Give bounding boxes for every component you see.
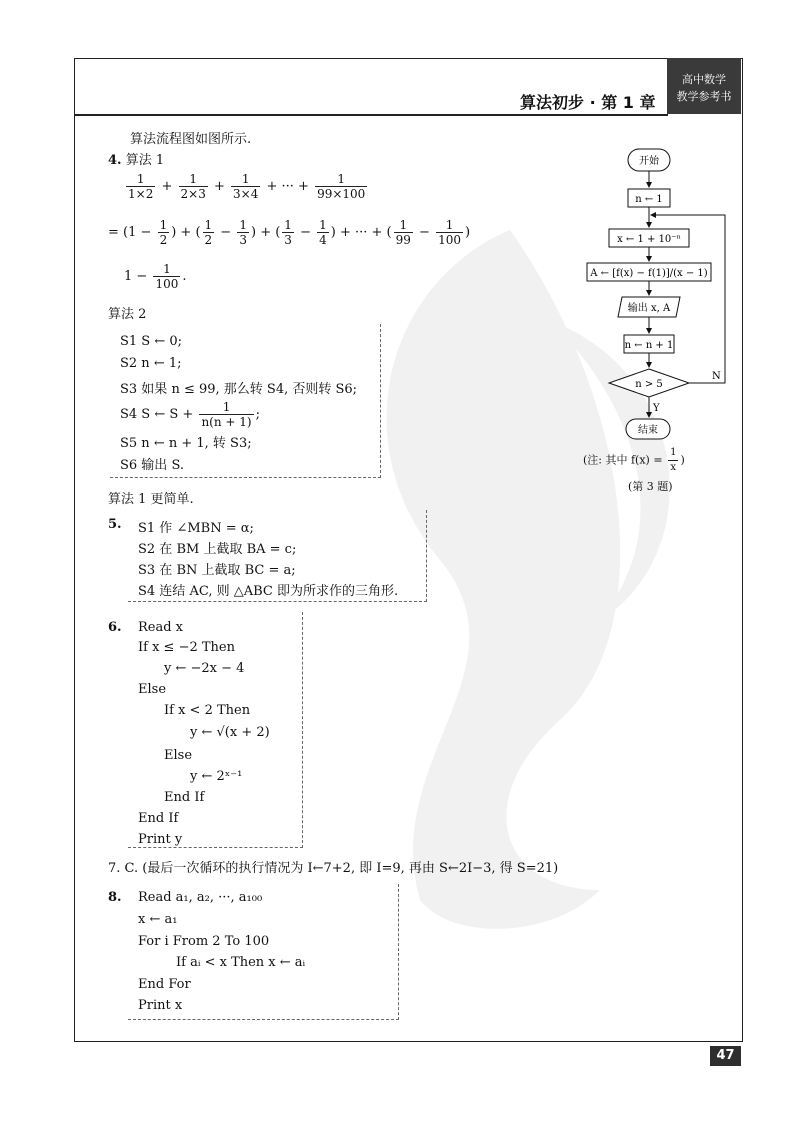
- numerator: 1: [204, 218, 213, 232]
- intro-text: 算法流程图如图所示.: [130, 132, 252, 147]
- numerator: 1: [436, 218, 463, 233]
- q5-number: 5.: [108, 517, 122, 532]
- fraction: [199, 400, 253, 429]
- denominator: 3: [284, 233, 292, 247]
- code-line: For i From 2 To 100: [138, 934, 270, 949]
- ellipsis: ···: [354, 225, 368, 240]
- fraction: [179, 172, 208, 201]
- fraction: [126, 172, 155, 201]
- step-line: S4 连结 AC, 则 △ABC 即为所求作的三角形.: [138, 584, 399, 599]
- code-box-border: [380, 324, 381, 478]
- numerator: 1: [319, 218, 327, 232]
- code-line: End For: [138, 977, 191, 992]
- flow-output-label: 输出 x, A: [627, 303, 671, 314]
- step-line: S1 S ← 0;: [120, 334, 183, 349]
- fraction: [668, 446, 678, 475]
- flow-x-label: x ← 1 + 10⁻ⁿ: [617, 234, 681, 245]
- numerator: 1: [315, 172, 367, 187]
- flow-inc-label: n ← n + 1: [624, 340, 674, 351]
- q4-result: [124, 262, 186, 291]
- q4-alg2-title: 算法 2: [108, 307, 147, 322]
- flowchart-note: [583, 446, 685, 475]
- q4-eq-line: = (1 − $\frac{1}{2}$ ) + ( $\frac{1}{2}$ − $\frac{1}{3}$ ) + ( $\frac{1}{3}$ − $\frac{1}{4}$ ) + ··· + ( $\frac{1}{99}$ − $\frac{1}{100}$ ): [108, 218, 471, 247]
- q6-number: 6.: [108, 620, 122, 635]
- code-line: End If: [164, 790, 205, 805]
- denominator: n(n + 1): [201, 415, 252, 429]
- denominator: 2×3: [180, 187, 206, 201]
- page-number: 47: [710, 1046, 741, 1066]
- code-line: Print y: [138, 832, 183, 847]
- fraction: [237, 218, 249, 247]
- denominator: 4: [319, 233, 327, 247]
- badge-line-2: 教学参考书: [676, 90, 732, 103]
- code-line: If x ≤ −2 Then: [138, 640, 235, 655]
- flowchart-caption: (第 3 题): [628, 480, 673, 493]
- numerator: 1: [668, 446, 678, 461]
- q4-conclusion: 算法 1 更简单.: [108, 492, 194, 507]
- step-text: S4 S ← S +: [120, 407, 194, 422]
- fraction: [436, 218, 463, 247]
- step-line: S5 n ← n + 1, 转 S3;: [120, 436, 252, 451]
- code-line: Else: [164, 748, 193, 763]
- flow-yes-label: Y: [653, 403, 660, 414]
- code-line: y ← √(x + 2): [190, 725, 270, 740]
- fraction: [394, 218, 413, 247]
- numerator: 1: [153, 262, 180, 277]
- code-box-border: [398, 884, 399, 1020]
- step-line: S3 在 BN 上截取 BC = a;: [138, 563, 296, 578]
- denominator: 1×2: [128, 187, 154, 201]
- numerator: 1: [159, 218, 168, 232]
- flowchart: [580, 145, 730, 455]
- fraction: [153, 262, 180, 291]
- term: 1: [128, 225, 137, 240]
- step-line: S2 在 BM 上截取 BA = c;: [138, 542, 297, 557]
- numerator: 1: [239, 218, 247, 232]
- numerator: 1: [126, 172, 155, 187]
- flow-init-label: n ← 1: [635, 194, 663, 205]
- code-line: Read x: [138, 620, 184, 635]
- book-badge: [667, 58, 741, 114]
- header-rule: [74, 114, 668, 116]
- step-line: S3 如果 n ≤ 99, 那么转 S4, 否则转 S6;: [120, 382, 358, 397]
- badge-line-1: 高中数学: [682, 73, 726, 86]
- note-text: (注: 其中 f(x) =: [583, 453, 663, 467]
- denominator: 99: [395, 233, 411, 247]
- step-line-s4: [120, 400, 260, 429]
- denominator: 3: [239, 233, 247, 247]
- code-line: x ← a₁: [138, 912, 178, 927]
- denominator: 100: [438, 233, 461, 247]
- denominator: 3×4: [233, 187, 259, 201]
- denominator: 99×100: [317, 187, 366, 201]
- fraction: [158, 218, 170, 247]
- flow-decision-label: n > 5: [635, 379, 663, 390]
- code-line: End If: [138, 811, 179, 826]
- step-line: S1 作 ∠MBN = α;: [138, 521, 254, 536]
- flow-start-label: 开始: [639, 156, 659, 167]
- flow-end-label: 结束: [638, 425, 658, 436]
- denominator: 100: [155, 277, 179, 291]
- fraction: [282, 218, 294, 247]
- ellipsis: ···: [281, 179, 294, 194]
- numerator: 1: [284, 218, 292, 232]
- note-text: ): [680, 453, 685, 467]
- denominator: 2: [159, 233, 168, 247]
- period: .: [182, 269, 187, 284]
- code-box-border: [110, 477, 381, 478]
- flow-a-label: A ← [f(x) − f(1)]/(x − 1): [590, 268, 708, 279]
- equals-sign: =: [108, 225, 119, 240]
- code-box-border: [426, 510, 427, 602]
- q4-number: 4.: [108, 153, 122, 168]
- numerator: 1: [199, 400, 253, 415]
- numerator: 1: [231, 172, 260, 187]
- denominator: x: [670, 462, 677, 473]
- semicolon: ;: [255, 407, 260, 422]
- code-box-border: [128, 1019, 399, 1020]
- fraction: [317, 218, 329, 247]
- numerator: 1: [179, 172, 208, 187]
- code-box-border: [302, 612, 303, 848]
- q4-sum-line: $\frac{1}{1\times 2}$ + $\frac{1}{2\times 3}$ + $\frac{1}{3\times 4}$ + ··· + $\frac{1}{99\times 100}$: [128, 172, 366, 201]
- code-box-border: [128, 601, 427, 602]
- step-line: S6 输出 S.: [120, 458, 185, 473]
- fraction: [231, 172, 260, 201]
- code-line: Read a₁, a₂, ···, a₁₀₀: [138, 890, 263, 905]
- code-line: Print x: [138, 998, 183, 1013]
- code-box-border: [128, 847, 303, 848]
- fraction: [203, 218, 215, 247]
- q8-number: 8.: [108, 890, 122, 905]
- chapter-title: 算法初步 · 第 1 章: [520, 93, 656, 112]
- q4-alg1-title: 算法 1: [125, 153, 165, 168]
- numerator: 1: [394, 218, 413, 233]
- term: 1 −: [124, 269, 148, 284]
- flow-no-label: N: [712, 371, 721, 382]
- step-line: S2 n ← 1;: [120, 356, 182, 371]
- code-line: Else: [138, 682, 167, 697]
- q7-text: 7. C. (最后一次循环的执行情况为 I←7+2, 即 I=9, 再由 S←2I−3, 得 S=21): [108, 861, 559, 876]
- code-line: If aᵢ < x Then x ← aᵢ: [176, 955, 306, 970]
- q4-heading: [108, 149, 164, 168]
- fraction: [315, 172, 367, 201]
- code-line: If x < 2 Then: [164, 703, 251, 718]
- denominator: 2: [204, 233, 213, 247]
- code-line: y ← −2x − 4: [164, 661, 245, 676]
- code-line: y ← 2ˣ⁻¹: [190, 769, 243, 784]
